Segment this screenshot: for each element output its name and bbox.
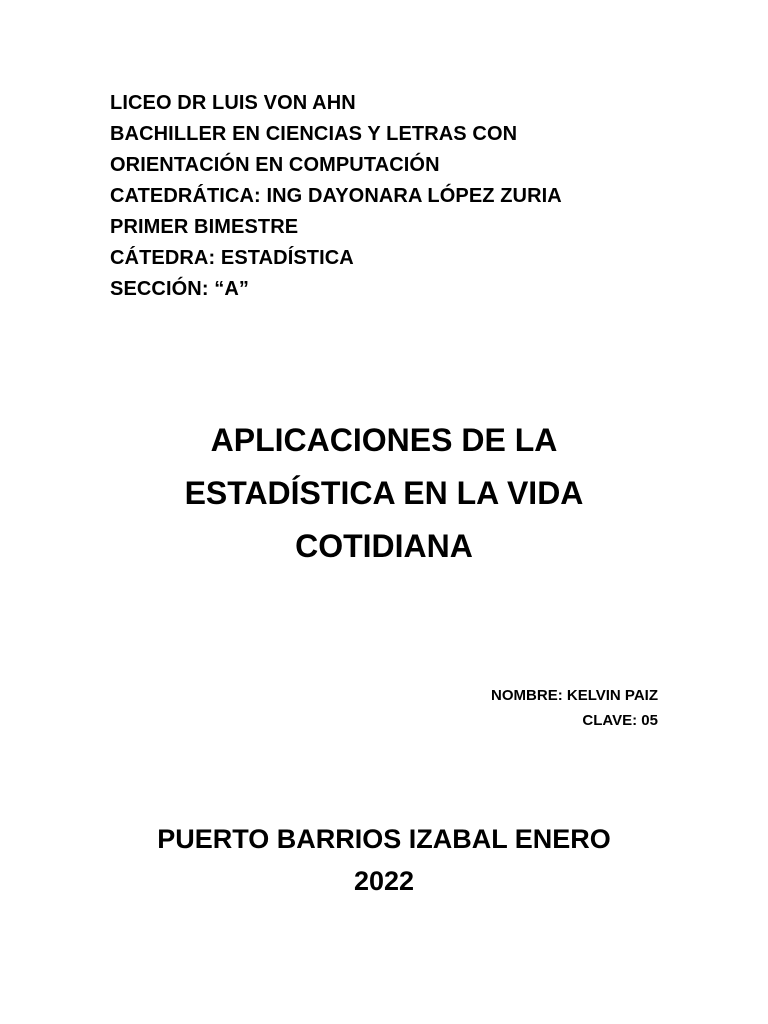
school-name: LICEO DR LUIS VON AHN <box>110 92 356 114</box>
title-line-3: COTIDIANA <box>295 528 473 564</box>
degree-line-1: BACHILLER EN CIENCIAS Y LETRAS CON <box>110 123 518 145</box>
student-name: NOMBRE: KELVIN PAIZ <box>491 687 658 704</box>
student-key: CLAVE: 05 <box>582 712 658 729</box>
place-line: PUERTO BARRIOS IZABAL ENERO <box>157 824 611 854</box>
subject-line: CÁTEDRA: ESTADÍSTICA <box>110 247 354 269</box>
term-line: PRIMER BIMESTRE <box>110 216 299 238</box>
teacher-line: CATEDRÁTICA: ING DAYONARA LÓPEZ ZURIA <box>110 185 562 207</box>
title-line-1: APLICACIONES DE LA <box>210 422 558 458</box>
degree-line-2: ORIENTACIÓN EN COMPUTACIÓN <box>110 154 440 176</box>
student-info <box>491 683 658 733</box>
section-line: SECCIÓN: “A” <box>110 278 249 300</box>
year-line: 2022 <box>353 866 415 896</box>
document-title <box>84 414 684 573</box>
school-header <box>110 88 670 305</box>
title-line-2: ESTADÍSTICA EN LA VIDA <box>184 475 584 511</box>
place-date <box>84 818 684 902</box>
